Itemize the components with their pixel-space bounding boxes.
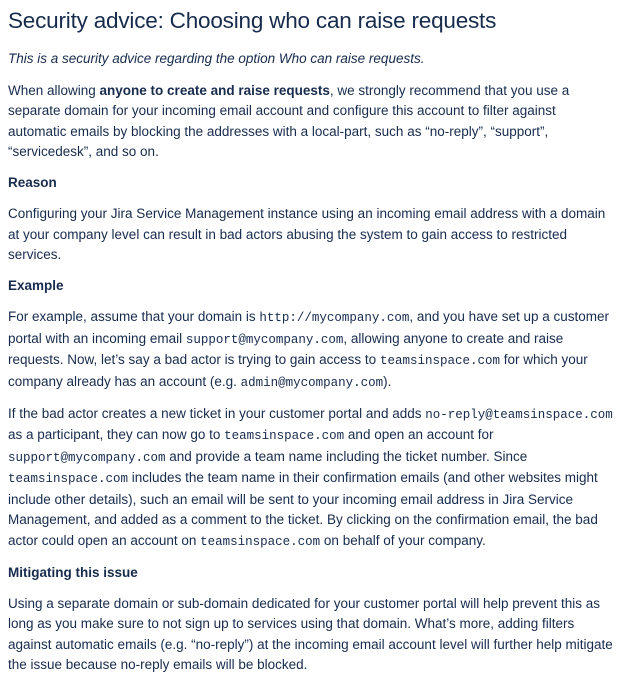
domain-code: http://mycompany.com	[259, 311, 410, 325]
example-1-text-5: ).	[383, 373, 392, 389]
support-email-code: support@mycompany.com	[8, 450, 166, 465]
example-1-text-3: , allowing anyone to create and raise requests. Now, let’s say a bad actor is trying to gain access to	[8, 330, 564, 367]
example-2-text-2: as a participant, they can now go to	[8, 427, 225, 442]
intro-paragraph: This is a security advice regarding the option Who can raise requests.	[8, 51, 425, 66]
example-paragraph-2	[8, 404, 616, 553]
recommendation-text-2: , we strongly recommend that you use a separate domain for your incoming email account and configure this account to filter against automatic emails by blocking the addresses with a local-part, such as “no-reply”, “support”, “servicedesk”, and so on.	[8, 82, 570, 159]
recommendation-paragraph	[8, 81, 616, 163]
mitigating-paragraph: Using a separate domain or sub-domain dedicated for your customer portal will help prevent this as long as you make sure to not sign up to services using that domain. What’s more, adding filters against automatic emails (e.g. “no-reply”) at the incoming email account level will further help mitigate the issue because no-reply emails will be blocked.	[8, 595, 613, 672]
teamsinspace-code: teamsinspace.com	[379, 354, 500, 368]
example-paragraph-1	[8, 307, 616, 393]
example-2-text-5: includes the team name in their confirmation emails (and other websites might include other details), such an email will be sent to your incoming email address in Jira Service Management, and added as a comment to the ticket. By clicking on the confirmation email, the bad actor could open an account on	[8, 470, 598, 548]
reason-paragraph: Configuring your Jira Service Management instance using an incoming email address with a domain at your company level can result in bad actors abusing the system to gain access to restricted services.	[8, 206, 606, 262]
example-2-text-1: If the bad actor creates a new ticket in your customer portal and adds	[8, 405, 426, 421]
recommendation-text-1: When allowing	[8, 82, 100, 98]
reason-heading: Reason	[8, 175, 57, 190]
recommendation-emphasis: anyone to create and raise requests	[99, 82, 330, 98]
example-2-text-6: on behalf of your company.	[320, 532, 486, 548]
example-1-text-2: , and you have set up a customer portal with an incoming email	[8, 309, 610, 346]
teamsinspace-code: teamsinspace.com	[200, 534, 321, 549]
example-2-text-3: and open an account for	[344, 427, 494, 442]
teamsinspace-code: teamsinspace.com	[8, 472, 129, 486]
mitigating-heading: Mitigating this issue	[8, 564, 138, 580]
example-2-text-4: and provide a team name including the ticket number. Since	[165, 448, 528, 464]
page-title: Security advice: Choosing who can raise requests	[8, 8, 497, 33]
support-email-code: support@mycompany.com	[185, 332, 344, 347]
no-reply-email-code: no-reply@teamsinspace.com	[425, 407, 613, 422]
example-1-text-1: For example, assume that your domain is	[8, 309, 260, 324]
admin-email-code: admin@mycompany.com	[240, 375, 384, 390]
example-1-text-4: for which your company already has an account (e.g.	[8, 352, 588, 389]
teamsinspace-code: teamsinspace.com	[224, 429, 345, 443]
example-heading: Example	[8, 278, 64, 293]
